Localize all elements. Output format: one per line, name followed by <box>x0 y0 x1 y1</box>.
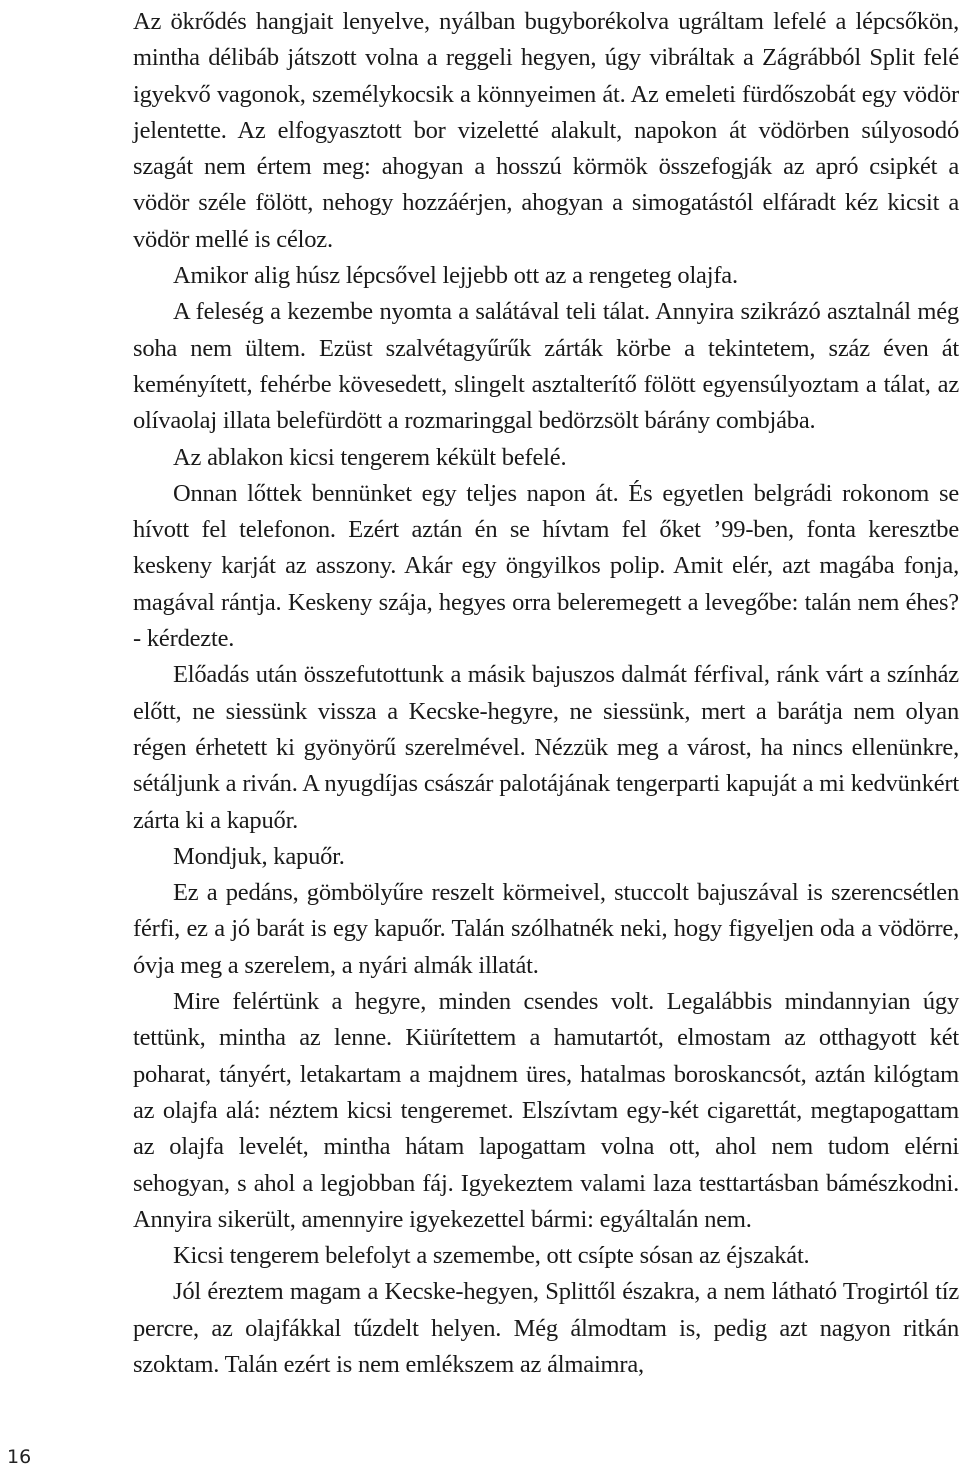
paragraph-5: Onnan lőttek bennünket egy teljes napon át. És egyetlen belgrádi rokonom se hívott fel telefonon. Ezért aztán én se hívtam fel őket ’99-ben, fonta keresztbe keskeny karját az asszony. Akár egy öngyilkos polip. Amit elér, azt magába fonja, magával rántja. Keskeny szája, hegyes orra beleremegett a levegőbe: talán nem éhes? - kérdezte. <box>133 479 959 653</box>
paragraph-6: Előadás után összefutottunk a másik bajuszos dalmát férfival, ránk várt a színház előtt, ne siessünk vissza a Kecske-hegyre, ne siessünk, mert a barátja nem olyan régen érhetett ki gyönyörű szerelmével. Nézzük meg a várost, ha nincs ellenünkre, sétáljunk a riván. A nyugdíjas császár palotájának tengerparti kapuját a mi kedvünkért zárta ki a kapuőr. <box>133 661 959 834</box>
page-number: 16 <box>7 1446 32 1468</box>
paragraph-1: Az ökrődés hangjait lenyelve, nyálban bugyborékolva ugráltam lefelé a lépcsőkön, mintha délibáb játszott volna a reggeli hegyen, úgy vibráltak a Zágrábból Split felé igyekvő vagonok, személykocsik a könnyeimen át. Az emeleti fürdőszobát egy vödör jelentette. Az elfogyasztott bor vizeletté alakult, napokon át vödörben súlyosodó szagát nem értem meg: ahogyan a hosszú körmök összefogják az apró csipkét a vödör széle fölött, nehogy hozzáérjen, ahogyan a simogatástól elfáradt kéz kicsit a vödör mellé is céloz. <box>133 8 959 253</box>
paragraph-2: Amikor alig húsz lépcsővel lejjebb ott az a rengeteg olajfa. <box>173 262 738 290</box>
paragraph-4: Az ablakon kicsi tengerem kékült befelé. <box>173 443 567 471</box>
paragraph-10: Kicsi tengerem belefolyt a szemembe, ott csípte sósan az éjszakát. <box>173 1242 810 1270</box>
paragraph-8: Ez a pedáns, gömbölyűre reszelt körmeivel, stuccolt bajuszával is szerencsétlen férfi, ez a jó barát is egy kapuőr. Talán szólhatnék neki, hogy figyeljen oda a vödörre, óvja meg a szerelem, a nyári almák illatát. <box>133 879 959 979</box>
paragraph-7: Mondjuk, kapuőr. <box>173 842 345 870</box>
paragraph-3: A feleség a kezembe nyomta a salátával teli tálat. Annyira szikrázó asztalnál még soha nem ültem. Ezüst szalvétagyűrűk zárták körbe a tekintetem, száz éven át keményített, fehérbe kövesedett, slingelt asztalterítő fölött egyensúlyoztam a tálat, az olívaolaj illata belefürdött a rozmaringgal bedörzsölt bárány combjába. <box>133 298 959 435</box>
paragraph-11: Jól éreztem magam a Kecske-hegyen, Splittől északra, a nem látható Trogirtól tíz percre, az olajfákkal tűzdelt helyen. Még álmodtam is, pedig azt nagyon ritkán szoktam. Talán ezért is nem emlékszem az álmaimra, <box>133 1278 959 1378</box>
paragraph-9: Mire felértünk a hegyre, minden csendes volt. Legalábbis mindannyian úgy tettünk, mintha az lenne. Kiürítettem a hamutartót, elmostam az otthagyott két poharat, tányért, letakartam a majdnem üres, hatalmas boroskancsót, aztán kilógtam az olajfa alá: néztem kicsi tengeremet. Elszívtam egy-két cigarettát, megtapogattam az olajfa levelét, mintha hátam lapogattam volna ott, ahol nem tudom elérni sehogyan, s ahol a legjobban fáj. Igyekeztem valami laza testtartásban bámészkodni. Annyira sikerült, amennyire igyekezettel bármi: egyáltalán nem. <box>133 988 959 1233</box>
body-text <box>133 4 959 1383</box>
